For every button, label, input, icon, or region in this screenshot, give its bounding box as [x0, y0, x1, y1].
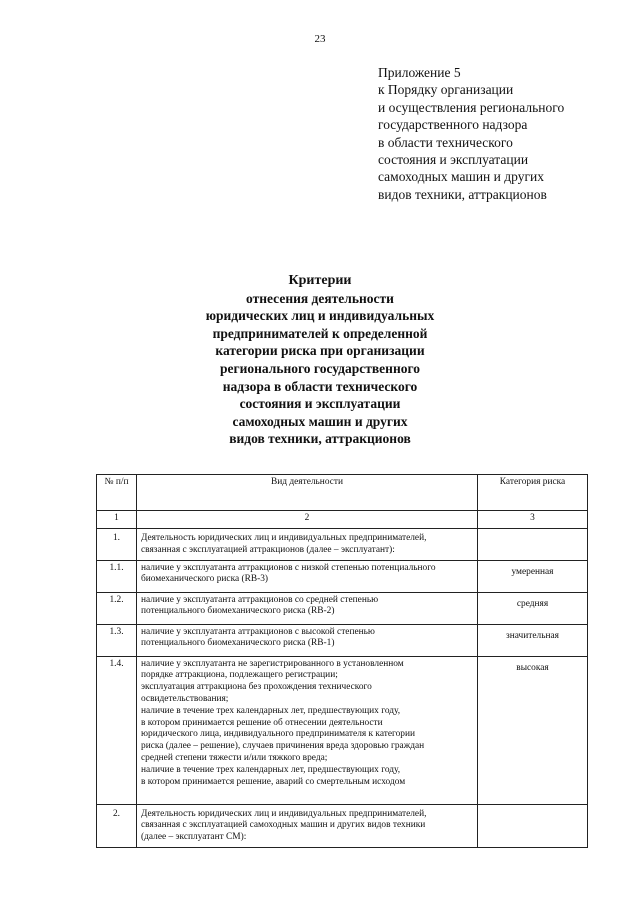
page-number: 23: [314, 33, 326, 45]
activity-line: Деятельность юридических лиц и индивидуальных предпринимателей,: [141, 533, 427, 543]
column-index-row: [97, 511, 588, 529]
appendix-line: Приложение 5: [378, 65, 461, 80]
appendix-line: состояния и эксплуатации: [378, 152, 529, 168]
activity-line: средней степени тяжести и/или тяжкого вреда;: [141, 752, 328, 763]
header-risk: Категория риска: [478, 475, 588, 511]
row-number: 2.: [97, 804, 137, 847]
table-header-row: [97, 475, 588, 511]
activity-line: биомеханического риска (RB-3): [141, 574, 269, 585]
heading-line: отнесения деятельности: [246, 290, 394, 306]
activity-line: в котором принимается решение об отнесении деятельности: [141, 717, 383, 728]
table-row: [97, 560, 588, 592]
activity-line: наличие у эксплуатанта аттракционов с высокой степенью: [141, 626, 375, 637]
appendix-line: к Порядку организации: [378, 82, 514, 98]
activity-line: связанная с эксплуатацией самоходных машин и других видов техники: [141, 820, 426, 831]
activity-line: эксплуатация аттракциона без прохождения технического: [141, 682, 372, 693]
appendix-line: в области технического: [378, 134, 513, 150]
activity-line: потенциального биомеханического риска (RB-1): [141, 638, 335, 649]
heading-line: состояния и эксплуатации: [239, 396, 401, 412]
heading-line: регионального государственного: [219, 360, 421, 376]
activity-line: Деятельность юридических лиц и индивидуальных предпринимателей,: [141, 808, 427, 819]
activity-line: наличие в течение трех календарных лет, предшествующих году,: [141, 705, 401, 716]
row-activity: [137, 592, 478, 624]
row-number: 1.4.: [97, 656, 137, 804]
table-row: [97, 592, 588, 624]
row-risk: высокая: [478, 656, 588, 804]
activity-line: риска (далее – решение), случаев причинения вреда здоровью граждан: [141, 741, 425, 752]
appendix-line: и осуществления регионального: [378, 99, 565, 115]
activity-line: порядке аттракциона, подлежащего регистрации;: [141, 670, 338, 681]
column-index: 3: [478, 511, 588, 529]
heading-line: самоходных машин и других: [232, 413, 408, 429]
appendix-block: [378, 64, 618, 203]
appendix-line: самоходных машин и других: [378, 169, 544, 185]
header-num: № п/п: [97, 475, 137, 511]
activity-line: освидетельствования;: [141, 693, 229, 704]
row-risk: средняя: [478, 592, 588, 624]
activity-line: наличие в течение трех календарных лет, предшествующих году,: [141, 764, 401, 775]
activity-line: потенциального биомеханического риска (RB-2): [141, 606, 335, 617]
heading-line: категории риска при организации: [215, 343, 425, 359]
heading-line: надзора в области технического: [222, 378, 418, 394]
row-activity: [137, 656, 478, 804]
table-row: [97, 624, 588, 656]
table-row: [97, 529, 588, 561]
row-risk: умеренная: [478, 560, 588, 592]
activity-line: наличие у эксплуатанта аттракционов со средней степенью: [141, 594, 379, 605]
activity-line: наличие у эксплуатанта не зарегистрированного в установленном: [141, 658, 404, 669]
row-number: 1.2.: [97, 592, 137, 624]
table-row: [97, 656, 588, 804]
appendix-line: видов техники, аттракционов: [378, 186, 547, 202]
criteria-table: [96, 474, 588, 848]
row-activity: [137, 529, 478, 561]
activity-line: связанная с эксплуатацией аттракционов (далее – эксплуатант):: [141, 544, 395, 555]
column-index: 2: [137, 511, 478, 529]
document-heading: [0, 272, 640, 448]
appendix-line: государственного надзора: [378, 117, 528, 133]
row-activity: [137, 804, 478, 847]
activity-line: в котором принимается решение, аварий со смертельным исходом: [141, 776, 406, 787]
row-activity: [137, 624, 478, 656]
row-number: 1.3.: [97, 624, 137, 656]
heading-line: предпринимателей к определенной: [212, 325, 428, 341]
row-number: 1.1.: [97, 560, 137, 592]
activity-line: наличие у эксплуатанта аттракционов с низкой степенью потенциального: [141, 562, 436, 573]
header-activity: Вид деятельности: [137, 475, 478, 511]
row-number: 1.: [97, 529, 137, 561]
activity-line: (далее – эксплуатант СМ):: [141, 832, 247, 843]
row-risk: [478, 529, 588, 561]
activity-line: юридического лица, индивидуального предпринимателя к категории: [141, 729, 416, 740]
row-activity: [137, 560, 478, 592]
column-index: 1: [97, 511, 137, 529]
table-row: [97, 804, 588, 847]
row-risk: [478, 804, 588, 847]
heading-line: юридических лиц и индивидуальных: [205, 308, 435, 324]
heading-line: видов техники, аттракционов: [229, 431, 411, 447]
row-risk: значительная: [478, 624, 588, 656]
heading-title: Критерии: [288, 273, 352, 288]
